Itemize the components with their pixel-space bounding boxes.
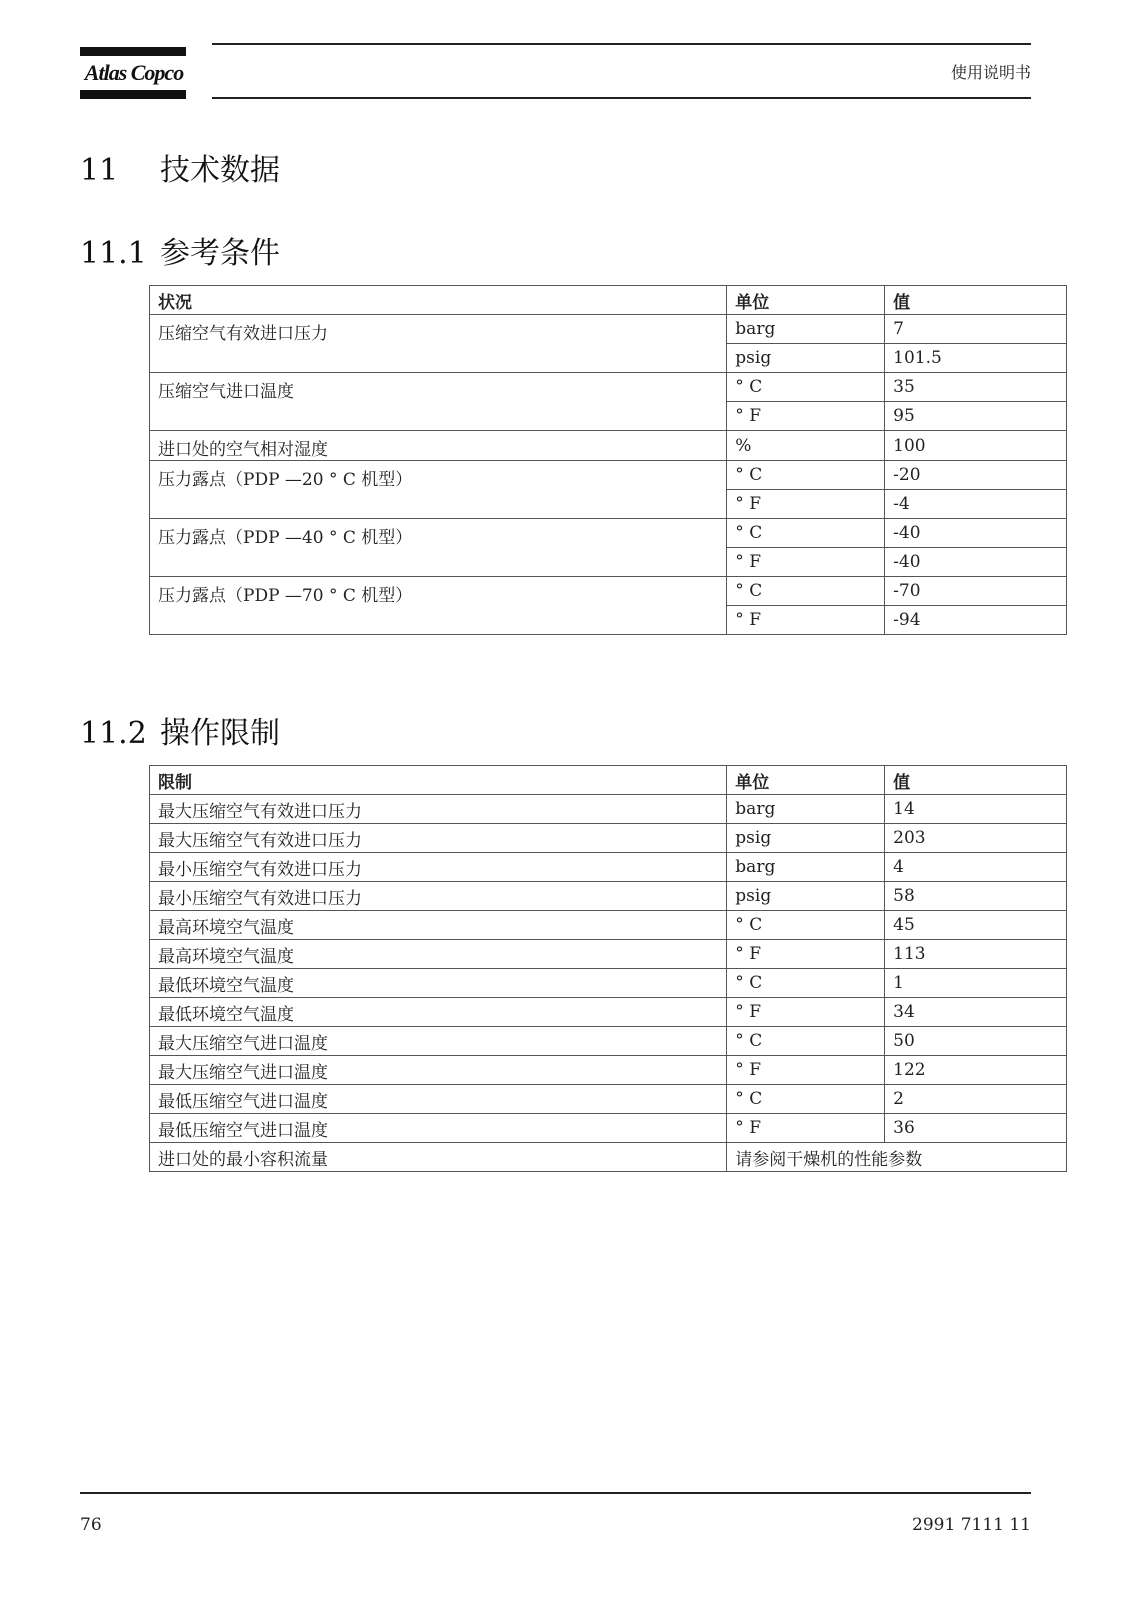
limit-cell: 最高环境空气温度 bbox=[150, 911, 727, 940]
table-row bbox=[150, 315, 1067, 344]
subsection-title: 参考条件 bbox=[160, 236, 280, 271]
column-header-unit: 单位 bbox=[727, 766, 885, 795]
value-cell: 14 bbox=[885, 795, 1067, 824]
unit-cell: ° F bbox=[727, 548, 885, 577]
unit-cell: % bbox=[727, 431, 885, 461]
unit-cell: ° F bbox=[727, 606, 885, 635]
limit-cell: 最小压缩空气有效进口压力 bbox=[150, 853, 727, 882]
value-cell: -40 bbox=[885, 548, 1067, 577]
limit-cell: 最大压缩空气进口温度 bbox=[150, 1056, 727, 1085]
table-row bbox=[150, 824, 1067, 853]
table-row bbox=[150, 1056, 1067, 1085]
column-header-value: 值 bbox=[885, 286, 1067, 315]
table-row bbox=[150, 461, 1067, 490]
unit-cell: ° F bbox=[727, 998, 885, 1027]
value-cell: 101.5 bbox=[885, 344, 1067, 373]
limit-cell: 最低环境空气温度 bbox=[150, 998, 727, 1027]
logo-bottom-bar bbox=[80, 90, 186, 99]
unit-cell: barg bbox=[727, 795, 885, 824]
value-cell: 50 bbox=[885, 1027, 1067, 1056]
unit-cell: ° C bbox=[727, 969, 885, 998]
condition-cell: 压力露点（PDP —70 ° C 机型） bbox=[150, 577, 727, 635]
table-row bbox=[150, 1085, 1067, 1114]
condition-cell: 进口处的空气相对湿度 bbox=[150, 431, 727, 461]
value-cell: 58 bbox=[885, 882, 1067, 911]
unit-cell: ° C bbox=[727, 911, 885, 940]
subsection-number: 11.2 bbox=[80, 716, 147, 751]
table-header-row bbox=[150, 766, 1067, 795]
value-cell: 2 bbox=[885, 1085, 1067, 1114]
unit-cell: ° C bbox=[727, 1027, 885, 1056]
section-number: 11 bbox=[80, 153, 119, 188]
value-cell: 1 bbox=[885, 969, 1067, 998]
unit-cell: ° F bbox=[727, 1056, 885, 1085]
value-cell: 7 bbox=[885, 315, 1067, 344]
value-cell: 100 bbox=[885, 431, 1067, 461]
unit-cell: ° F bbox=[727, 940, 885, 969]
subsection-title: 操作限制 bbox=[160, 716, 280, 751]
value-cell: -70 bbox=[885, 577, 1067, 606]
section-title: 技术数据 bbox=[160, 153, 280, 188]
limit-cell: 最大压缩空气进口温度 bbox=[150, 1027, 727, 1056]
table-row bbox=[150, 1114, 1067, 1143]
note-cell: 请参阅干燥机的性能参数 bbox=[727, 1143, 1067, 1172]
column-header-condition: 状况 bbox=[150, 286, 727, 315]
atlas-copco-logo bbox=[80, 47, 188, 101]
unit-cell: psig bbox=[727, 882, 885, 911]
column-header-unit: 单位 bbox=[727, 286, 885, 315]
unit-cell: ° C bbox=[727, 461, 885, 490]
value-cell: 45 bbox=[885, 911, 1067, 940]
table-row bbox=[150, 1143, 1067, 1172]
value-cell: -20 bbox=[885, 461, 1067, 490]
logo-wordmark: Atlas Copco bbox=[84, 60, 184, 85]
value-cell: -40 bbox=[885, 519, 1067, 548]
table-row bbox=[150, 940, 1067, 969]
unit-cell: barg bbox=[727, 315, 885, 344]
limit-cell: 最低环境空气温度 bbox=[150, 969, 727, 998]
logo-top-bar bbox=[80, 47, 186, 56]
header-rule-top bbox=[212, 43, 1031, 45]
table-row bbox=[150, 853, 1067, 882]
value-cell: 4 bbox=[885, 853, 1067, 882]
unit-cell: ° C bbox=[727, 373, 885, 402]
unit-cell: barg bbox=[727, 853, 885, 882]
table-header-row bbox=[150, 286, 1067, 315]
value-cell: 34 bbox=[885, 998, 1067, 1027]
document-number: 2991 7111 11 bbox=[912, 1515, 1031, 1535]
table-row bbox=[150, 431, 1067, 461]
table-row bbox=[150, 795, 1067, 824]
unit-cell: ° F bbox=[727, 1114, 885, 1143]
subsection-heading-reference bbox=[80, 228, 280, 272]
table-row bbox=[150, 998, 1067, 1027]
value-cell: 203 bbox=[885, 824, 1067, 853]
limit-cell: 进口处的最小容积流量 bbox=[150, 1143, 727, 1172]
section-heading bbox=[80, 145, 280, 189]
table-row bbox=[150, 1027, 1067, 1056]
condition-cell: 压缩空气有效进口压力 bbox=[150, 315, 727, 373]
unit-cell: ° F bbox=[727, 490, 885, 519]
value-cell: 122 bbox=[885, 1056, 1067, 1085]
value-cell: 36 bbox=[885, 1114, 1067, 1143]
limit-cell: 最小压缩空气有效进口压力 bbox=[150, 882, 727, 911]
value-cell: -94 bbox=[885, 606, 1067, 635]
unit-cell: ° C bbox=[727, 519, 885, 548]
condition-cell: 压力露点（PDP —40 ° C 机型） bbox=[150, 519, 727, 577]
header-rule-bottom bbox=[212, 97, 1031, 99]
value-cell: -4 bbox=[885, 490, 1067, 519]
column-header-value: 值 bbox=[885, 766, 1067, 795]
unit-cell: psig bbox=[727, 824, 885, 853]
subsection-number: 11.1 bbox=[80, 236, 147, 271]
table-row bbox=[150, 519, 1067, 548]
unit-cell: ° F bbox=[727, 402, 885, 431]
table-row bbox=[150, 373, 1067, 402]
condition-cell: 压力露点（PDP —20 ° C 机型） bbox=[150, 461, 727, 519]
value-cell: 35 bbox=[885, 373, 1067, 402]
footer-rule bbox=[80, 1492, 1031, 1494]
limit-cell: 最大压缩空气有效进口压力 bbox=[150, 795, 727, 824]
reference-conditions-table bbox=[149, 285, 1067, 635]
operating-limits-table bbox=[149, 765, 1067, 1172]
table-row bbox=[150, 882, 1067, 911]
limit-cell: 最低压缩空气进口温度 bbox=[150, 1114, 727, 1143]
unit-cell: ° C bbox=[727, 1085, 885, 1114]
value-cell: 95 bbox=[885, 402, 1067, 431]
table-row bbox=[150, 577, 1067, 606]
limit-cell: 最高环境空气温度 bbox=[150, 940, 727, 969]
limit-cell: 最大压缩空气有效进口压力 bbox=[150, 824, 727, 853]
unit-cell: ° C bbox=[727, 577, 885, 606]
table-row bbox=[150, 911, 1067, 940]
subsection-heading-limits bbox=[80, 708, 280, 752]
condition-cell: 压缩空气进口温度 bbox=[150, 373, 727, 431]
value-cell: 113 bbox=[885, 940, 1067, 969]
document-type-title: 使用说明书 bbox=[950, 63, 1031, 82]
column-header-limit: 限制 bbox=[150, 766, 727, 795]
table-row bbox=[150, 969, 1067, 998]
unit-cell: psig bbox=[727, 344, 885, 373]
limit-cell: 最低压缩空气进口温度 bbox=[150, 1085, 727, 1114]
page-number: 76 bbox=[80, 1515, 102, 1535]
